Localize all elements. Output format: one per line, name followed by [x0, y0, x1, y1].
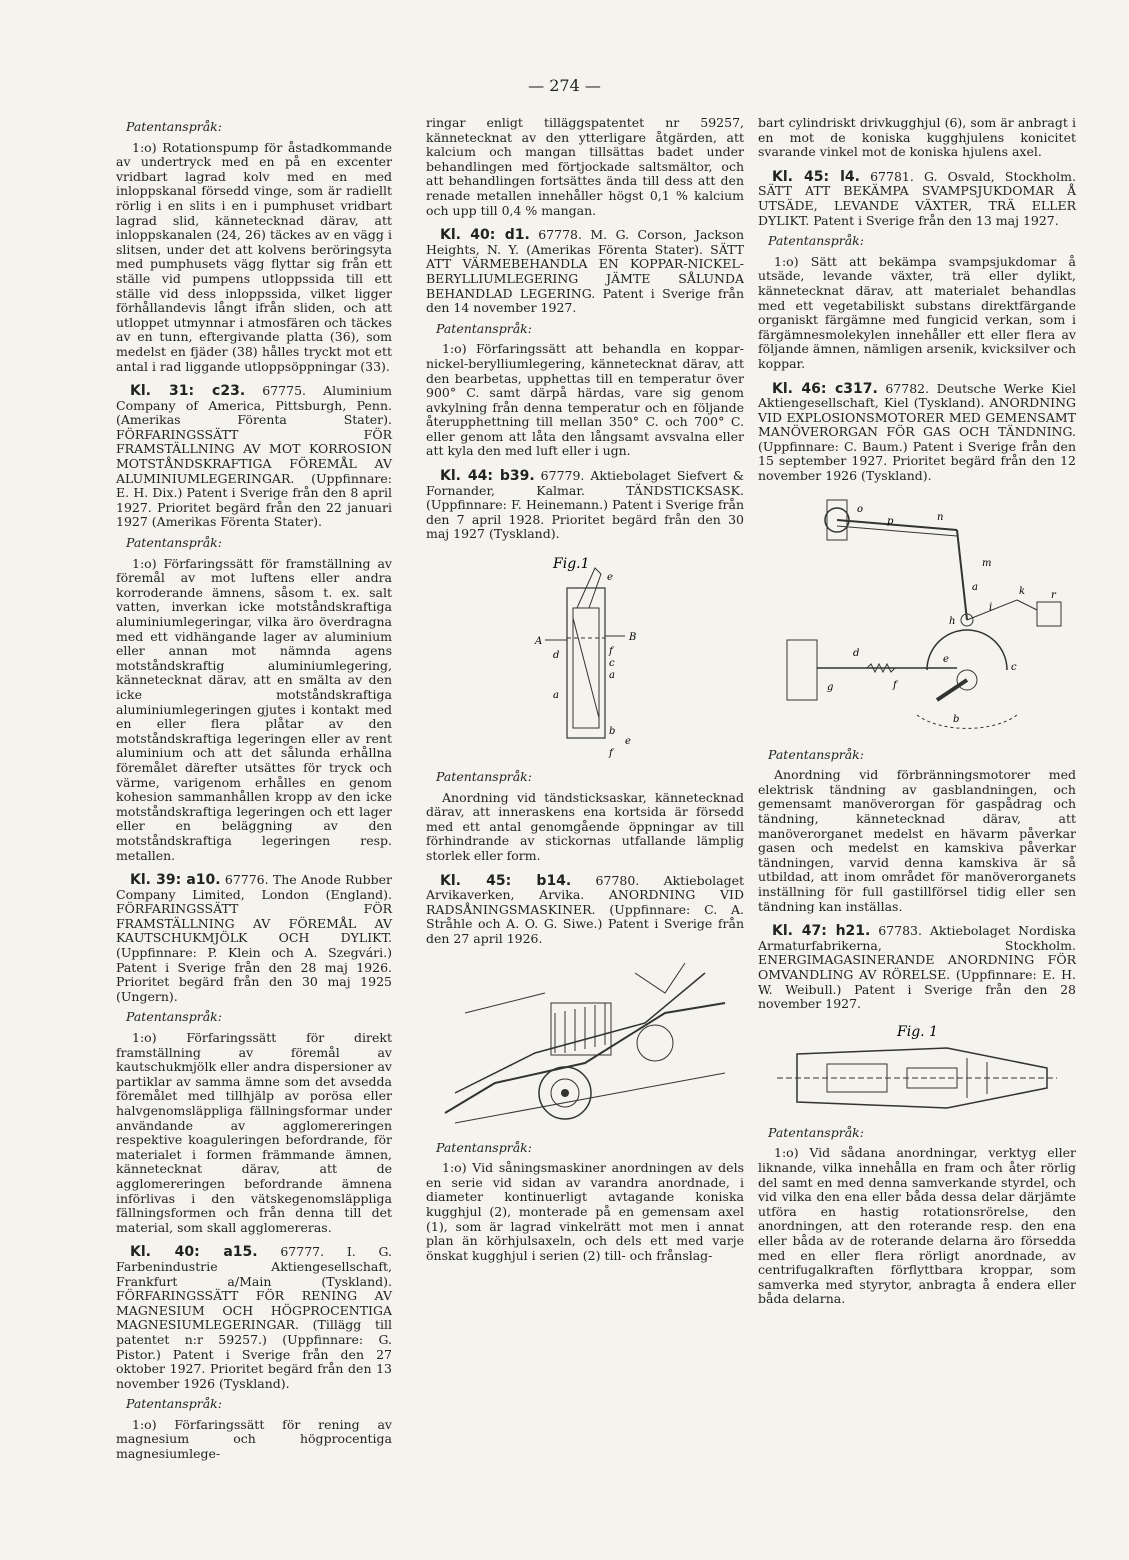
- patent-entry-67779: [426, 469, 744, 542]
- column-2: [426, 116, 744, 1269]
- fig-label: a: [553, 690, 559, 702]
- seeder-drawing: [435, 953, 735, 1133]
- figure-title: Fig. 1: [897, 1023, 938, 1040]
- fig-label: c: [609, 658, 615, 670]
- fig-label: b: [953, 713, 960, 725]
- patent-entry-67782: [758, 382, 1076, 484]
- claim-text: 1:o) Förfaringssätt att behandla en koppar-nickel-berylliumlegering, kännetecknat därav, att den bearbetas, upphettas till en temperatur över 900° C. samt därpå härdas, vare sig genom avkylning från denna temperatur och en följande återupphettning till mellan 350° C. och 700° C. eller genom att låta den långsamt avsvalna eller att kyla den med luft eller i ugn.: [426, 341, 744, 459]
- class-number: Kl. 40: d1.: [440, 227, 530, 244]
- claim-label: Patentanspråk:: [126, 535, 222, 551]
- fig-label: k: [1019, 585, 1026, 597]
- claim-label: Patentanspråk:: [126, 119, 222, 134]
- claim-text: bart cylindriskt drivkugghjul (6), som är anbragt i en mot de koniska kugghjulens konicitet svarande vinkel mot de koniska hjulens axel.: [758, 115, 1076, 160]
- claim-text: 1:o) Vid sådana anordningar, verktyg eller liknande, vilka innehålla en fram och åter rörlig del samt en med denna samverkande styrdel, och vid vilka den ena eller båda dessa delar därjämte utföra en hastig rotationsrörelse, den anordningen, att den roterande resp. den ena eller båda av de roterande delarna äro försedda med en eller flera rörligt anordnade, av centrifugalkraften förflyttbara kroppar, som samverka med styrytor, anbragta å endera eller båda delarna.: [758, 1145, 1076, 1307]
- patent-entry-67777: [116, 1245, 392, 1391]
- class-number: Kl. 39: a10.: [130, 872, 221, 889]
- claim-text: Anordning vid förbränningsmotorer med elektrisk tändning av gasblandningen, och gemensamt manöverorgan för gaspådrag och tändning, kännetecknad därav, att manöverorganet medelst en hävarm påverkar gasen och medelst en kamskiva påverkar tändningen, varvid denna kamskiva är så utbildad, att inom området för manöverorganets inställning för full gastillförsel tidig eller sen tändning kan inställas.: [758, 767, 1076, 914]
- class-number: Kl. 40: a15.: [130, 1244, 258, 1261]
- fig-label: a: [972, 581, 978, 593]
- patent-entry-67783: [758, 924, 1076, 1012]
- figure-title: Fig.1: [553, 556, 590, 573]
- claim-label: Patentanspråk:: [436, 1139, 532, 1155]
- fig-label: e: [943, 653, 949, 665]
- entry-text: 67781. G. Osvald, Stockholm. SÄTT ATT BEKÄMPA SVAMPSJUKDOMAR Å UTSÄDE, LEVANDE VÄXTER, TRÄ ELLER DYLIKT. Patent i Sverige från den 13 maj 1927.: [758, 168, 1076, 228]
- class-number: Kl. 45: b14.: [440, 872, 572, 889]
- fig-label: f: [609, 646, 613, 658]
- matchbox-drawing: [505, 548, 665, 762]
- entry-text: 67783. Aktiebolaget Nordiska Armaturfabrikerna, Stockholm. ENERGIMAGASINERANDE ANORDNING FÖR OMVANDLING AV RÖRELSE. (Uppfinnare: E. H. W. Weibull.) Patent i Sverige från den 28 november 1927.: [758, 923, 1077, 1012]
- claim-text: 1:o) Sätt att bekämpa svampsjukdomar å utsäde, levande växter, trä eller dylikt, kännetecknat därav, att materialet behandlas med ett vegetabiliskt substans direktfärgande organiskt färgämne med fungicid verkan, som i färgämnesmolekylen innehåller ett eller flera av följande ämnen, nämligen arsenik, kvicksilver och koppar.: [758, 253, 1076, 371]
- claim-label: Patentanspråk:: [768, 746, 864, 762]
- fig-label: e: [607, 572, 613, 584]
- fig-label: e: [625, 736, 631, 748]
- fig-label: m: [982, 557, 992, 569]
- patent-entry-67778: [426, 228, 744, 316]
- fig-label: B: [629, 632, 637, 644]
- patent-entry-67780: [426, 874, 744, 947]
- claim-text: 1:o) Vid såningsmaskiner anordningen av dels en serie vid sidan av varandra anordnade, i diameter kontinuerligt avtagande koniska kugghjul (2), monterade på en gemensam axel (1), som är lagrad vinkelrätt mot men i annat plan än körhjulsaxeln, och dels ett med varje önskat kugghjul i serien (2) till- och frånslag-: [426, 1160, 744, 1263]
- claim-label: Patentanspråk:: [768, 233, 864, 249]
- figure-seeder: [435, 953, 735, 1133]
- class-number: Kl. 45: l4.: [772, 168, 860, 185]
- entry-text: 67778. M. G. Corson, Jackson Heights, N. Y. (Amerikas Förenta Stater). SÄTT ATT VÄRMEBEHANDLA EN KOPPAR-NICKEL-BERYLLIUMLEGERING JÄMTE SÅLUNDA BEHANDLAD LEGERING. Patent i Sverige från den 14 november 1927.: [426, 227, 744, 316]
- fig-label: p: [887, 515, 894, 527]
- claim-label: Patentanspråk:: [436, 769, 532, 785]
- fig-label: i: [989, 601, 993, 613]
- entry-text: 67777. I. G. Farbenindustrie Aktiengesellschaft, Frankfurt a/Main (Tyskland). FÖRFARINGSSÄTT FÖR RENING AV MAGNESIUM OCH HÖGPROCENTIGA MAGNESIUMLEGERINGAR. (Tillägg till patentet n:r 59257.) (Uppfinnare: G. Pistor.) Patent i Sverige från den 27 oktober 1927. Prioritet begärd från den 13 november 1926 (Tyskland).: [116, 1244, 392, 1391]
- entry-text: 67779. Aktiebolaget Siefvert & Fornander, Kalmar. TÄNDSTICKSASK. (Uppfinnare: F. Heinemann.) Patent i Sverige från den 7 april 1928. Prioritet begärd från den 30 maj 1927 (Tyskland).: [426, 468, 744, 542]
- fig-label: d: [553, 650, 560, 662]
- column-3: [758, 116, 1076, 1313]
- fig-label: h: [949, 615, 956, 627]
- claim-text: 1:o) Förfaringssätt för rening av magnesium och högprocentiga magnesiumlege-: [116, 1416, 392, 1462]
- column-1: [116, 116, 392, 1468]
- claim-text: 1:o) Förfaringssätt för framställning av föremål av mot luftens eller andra korroderande ämnens, såsom t. ex. salt vatten, inverkan icke motståndskraftiga aluminiumlegeringar, vilka äro överdragna med ett vidhängande lager av aluminium eller annan mot nämnda agens motståndskraftig aluminiumlegering, kännetecknat därav, att en smälta av den icke motståndskraftiga aluminiumlegeringen gjutes i kontakt med en eller flera plåtar av den motståndskraftiga legeringen eller av rent aluminium och att det sålunda erhållna föremålet därefter utsättes för tryck och värme, varigenom erhålles en genom kohesion sammanhållen kropp av den icke motståndskraftiga legeringen och ett lager eller en beläggning av den motståndskraftiga legeringen resp. metallen.: [116, 555, 392, 863]
- entry-text: 67782. Deutsche Werke Kiel Aktiengesellschaft, Kiel (Tyskland). ANORDNING VID EXPLOSIONSMOTORER MED GEMENSAMT MANÖVERORGAN FÖR GAS OCH TÄNDNING. (Uppfinnare: C. Baum.) Patent i Sverige från den 15 september 1927. Prioritet begärd från den 12 november 1926 (Tyskland).: [758, 380, 1077, 484]
- fig-label: d: [853, 647, 860, 659]
- patent-entry-67775: [116, 384, 392, 530]
- class-number: Kl. 47: h21.: [772, 923, 871, 940]
- figure-energy-device: [767, 1018, 1067, 1118]
- claim-text: ringar enligt tilläggspatentet nr 59257, kännetecknat av den ytterligare åtgärden, att kalcium och mangan tillsättas badet under behandlingen med förtjockade saltsmältor, och att behandlingen fortsättes ända till dess att den renade metallen innehåller högst 0,1 % kalcium och upp till 0,4 % mangan.: [426, 115, 744, 218]
- claim-text: 1:o) Förfaringssätt för direkt framställning av föremål av kautschukmjölk eller andra dispersioner av partiklar av samma ämne som det avsedda föremålet med tillhjälp av porösa eller halvgenomsläppliga fällningsformar under användande av agglomereringen respektive koaguleringen befordrande, för materialet i formen främmande ämnen, kännetecknat därav, att de agglomereringen befordrande ämnena införlivas i den vätskegenomsläppliga fällningsformen och från denna till det material, som skall agglomereras.: [116, 1030, 392, 1235]
- fig-label: f: [893, 679, 897, 691]
- figure-engine-control: [767, 490, 1067, 740]
- claim-text: 1:o) Rotationspump för åstadkommande av undertryck med en på en excenter vridbart lagrad kolv med en med inloppskanal försedd vinge, som är radiellt rörlig i en slits i en i pumphuset vridbart lagrad slid, kännetecknad därav, att inloppskanalen (24, 26) täckes av en vägg i slitsen, under det att kolvens beröringsyta med pumphusets vägg flyttar sig från ett ställe vid pumpens utloppssida till ett ställe vid dess inloppssida, vilket ligger förhållandevis långt ifrån sliden, och att utloppet utmynnar i atmosfären och täckes av en tunn, eftergivande platta (36), som medelst en fjäder (38) hålles tryckt mot ett antal i rad liggande utloppsöppningar (33).: [116, 139, 392, 374]
- entry-text: 67775. Aluminium Company of America, Pittsburgh, Penn. (Amerikas Förenta Stater). FÖRFARINGSSÄTT FÖR FRAMSTÄLLNING AV MOT KORROSION MOTSTÅNDSKRAFTIGA FÖREMÅL AV ALUMINIUMLEGERINGAR. (Uppfinnare: E. H. Dix.) Patent i Sverige från den 8 april 1927. Prioritet begärd från den 22 januari 1927 (Amerikas Förenta Stater).: [116, 383, 392, 530]
- fig-label: o: [857, 503, 864, 515]
- entry-text: 67780. Aktiebolaget Arvikaverken, Arvika. ANORDNING VID RADSÅNINGSMASKINER. (Uppfinnare: C. A. Stråhle och A. O. G. Siwe.) Patent i Sverige från den 27 april 1926.: [426, 872, 744, 946]
- class-number: Kl. 31: c23.: [130, 383, 246, 400]
- fig-label: b: [609, 726, 616, 738]
- class-number: Kl. 46: c317.: [772, 380, 878, 397]
- claim-text: Anordning vid tändsticksaskar, kännetecknad därav, att inneraskens ena kortsida är försedd med ett antal genomgående öppningar av till förhindrande av stickornas utfallande lämplig storlek eller form.: [426, 789, 744, 863]
- fig-label: n: [937, 511, 944, 523]
- patent-entry-67781: [758, 170, 1076, 228]
- fig-label: A: [535, 636, 543, 648]
- fig-label: a: [609, 670, 615, 682]
- claim-label: Patentanspråk:: [436, 320, 532, 336]
- fig-label: g: [827, 681, 834, 693]
- energy-device-drawing: [767, 1018, 1067, 1118]
- claim-label: Patentanspråk:: [768, 1124, 864, 1140]
- fig-label: r: [1051, 589, 1056, 601]
- page-number: — 274 —: [528, 76, 601, 95]
- patent-entry-67776: [116, 873, 392, 1004]
- fig-label: f: [609, 748, 613, 760]
- engine-control-drawing: [767, 490, 1067, 740]
- fig-label: c: [1011, 661, 1017, 673]
- figure-matchbox: [505, 548, 665, 762]
- entry-text: 67776. The Anode Rubber Company Limited, London (England). FÖRFARINGSSÄTT FÖR FRAMSTÄLLNING AV FÖREMÅL AV KAUTSCHUKMJÖLK OCH DYLIKT. (Uppfinnare: P. Klein och A. Szegvári.) Patent i Sverige från den 28 maj 1926. Prioritet begärd från den 30 maj 1925 (Ungern).: [116, 872, 392, 1004]
- claim-label: Patentanspråk:: [126, 1009, 222, 1025]
- claim-label: Patentanspråk:: [126, 1396, 222, 1412]
- class-number: Kl. 44: b39.: [440, 468, 535, 485]
